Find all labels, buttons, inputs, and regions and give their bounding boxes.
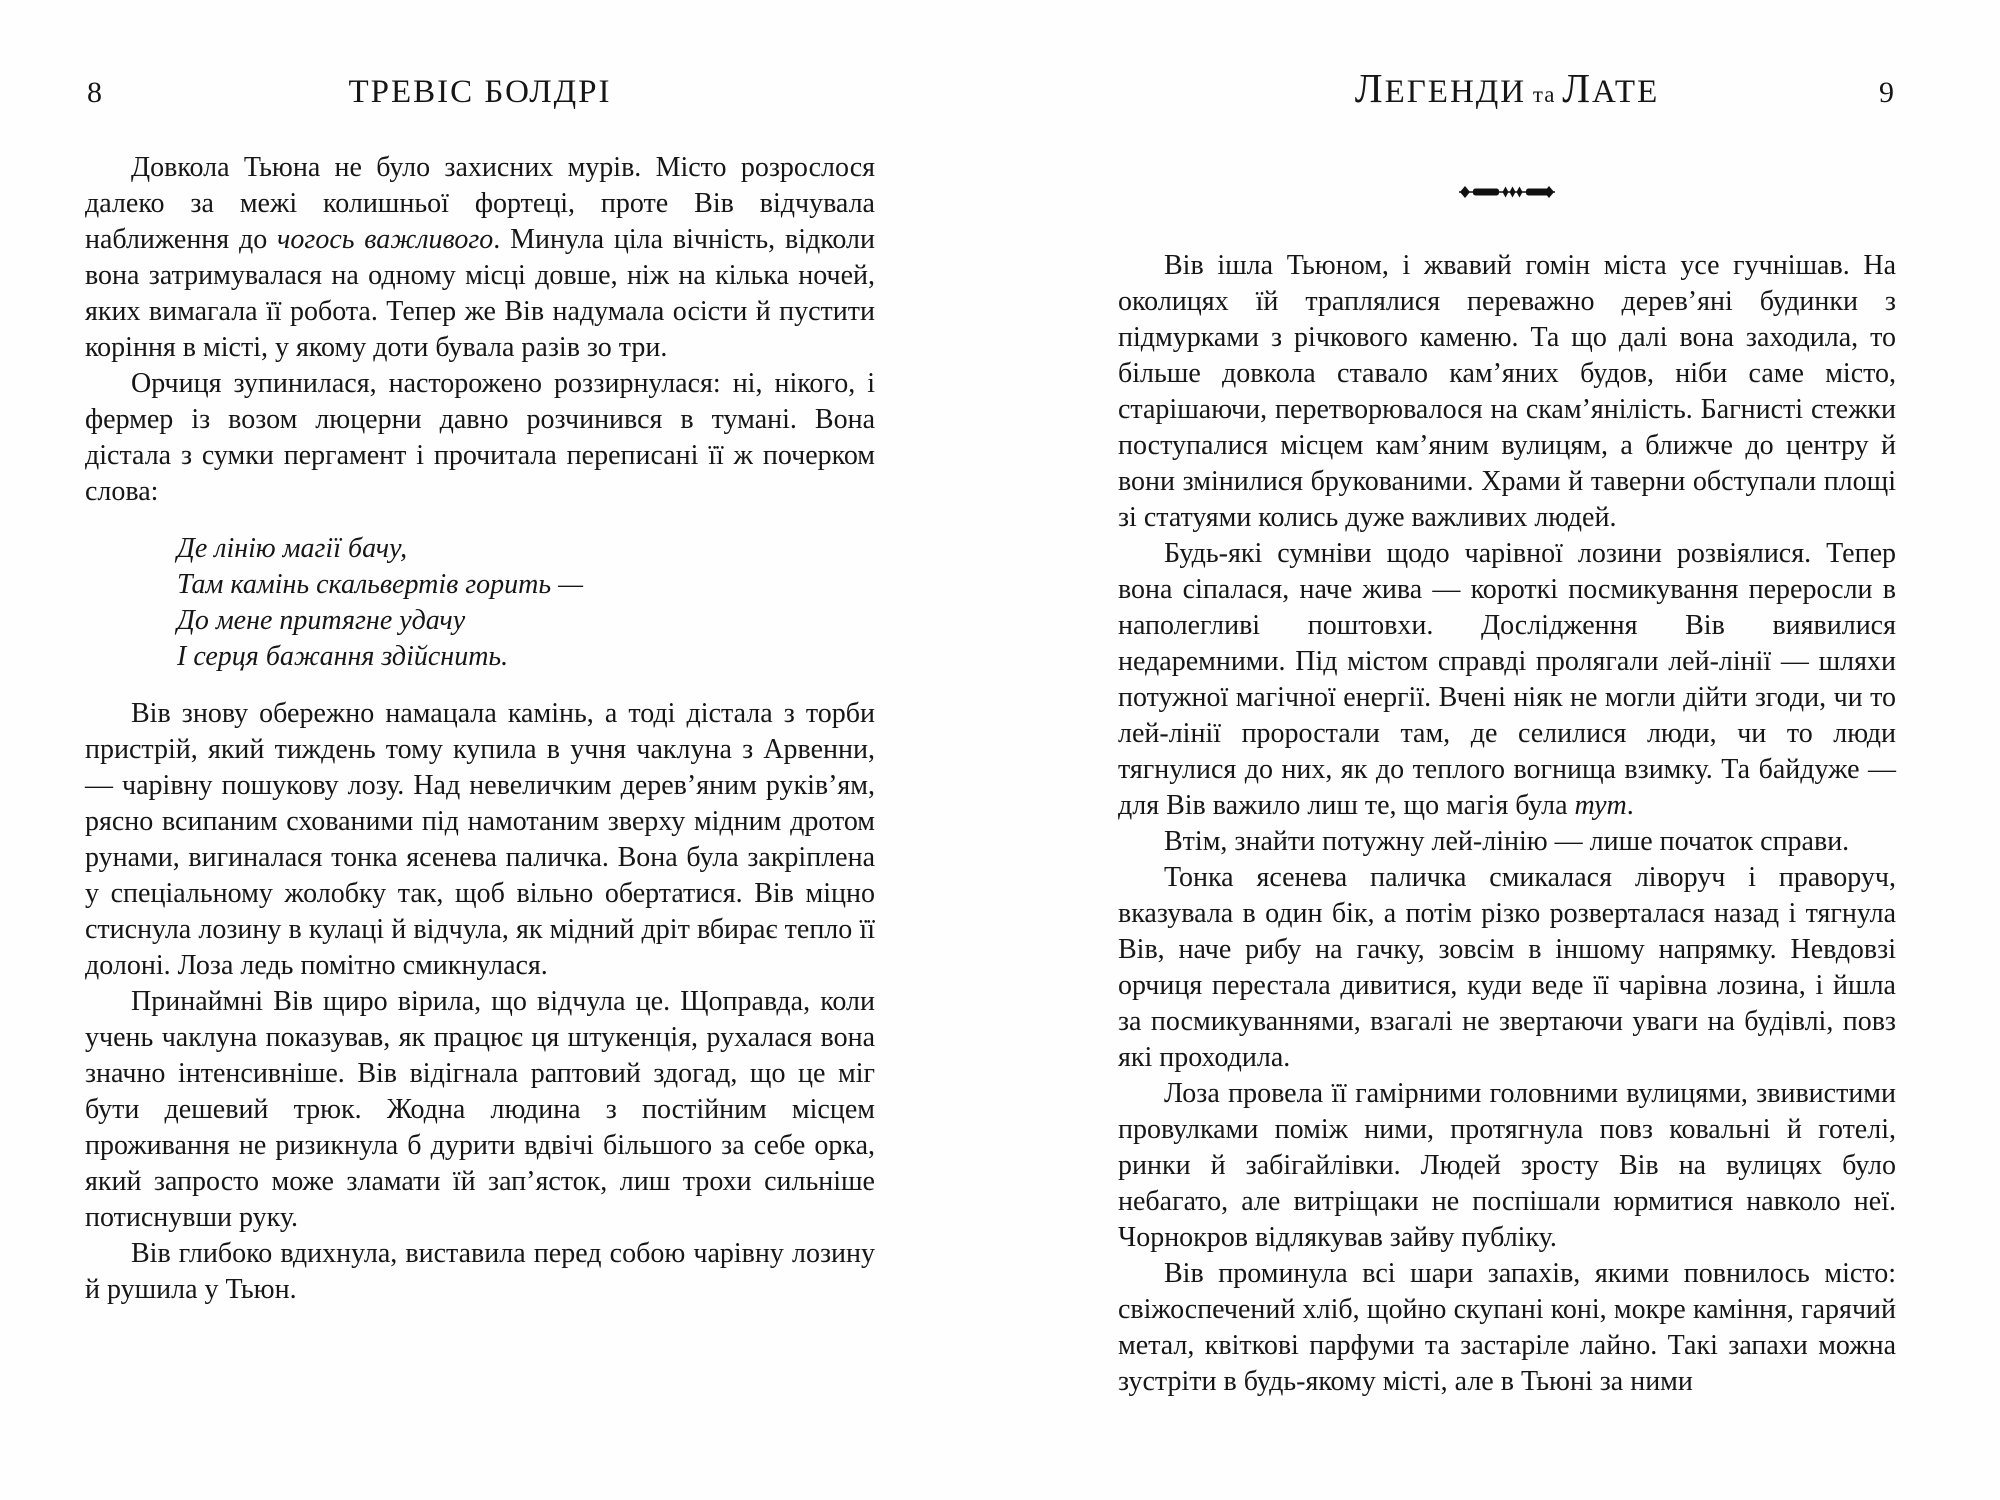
italic-phrase: тут (1574, 790, 1627, 821)
head-word: ЕГЕНДИ (1384, 74, 1527, 110)
left-page-body (85, 150, 875, 1308)
running-head-book-title (1118, 65, 1896, 115)
paragraph: Лоза провела її гамірними головними вулицями, звивистими провулками поміж ними, протягнула повз ковальні й готелі, ринки й забігайлівки. Людей зросту Вів на вулицях було небагато, але витріщаки не поспішали юрмитися навколо неї. Чорнокров відлякував зайву публіку. (1118, 1078, 1896, 1253)
page-left (85, 72, 875, 1308)
paragraph-text: Довкола Тьюна не було захисних мурів. Місто розрослося далеко за межі колишньої фортеці, проте Вів відчувала наближення до (85, 152, 875, 255)
running-head-author: ТРЕВІС БОЛДРІ (348, 74, 612, 110)
head-word: АТЕ (1592, 74, 1660, 110)
left-running-head-row (85, 72, 875, 112)
paragraph: Принаймні Вів щиро вірила, що відчула це. Щоправда, коли учень чаклуна показував, як працює ця штукенція, рухалася вона значно інтенсивніше. Вів відігнала раптовий здогад, що це міг бути дешевий трюк. Жодна людина з постійним місцем проживання не ризикнула б дурити вдвічі більшого за себе орка, який запросто може зламати їй зап’ясток, лиш трохи сильніше потиснувши руку. (85, 986, 875, 1233)
paragraph: Вів глибоко вдихнула, виставила перед собою чарівну лозину й рушила у Тьюн. (85, 1238, 875, 1305)
paragraph (85, 150, 875, 366)
verse-line: І серця бажання здійснить. (177, 641, 509, 672)
section-divider (1118, 184, 1896, 200)
right-page-body (1118, 248, 1896, 1400)
verse-quote (177, 531, 875, 675)
paragraph-text: . (1626, 790, 1634, 821)
paragraph: Тонка ясенева паличка смикалася ліворуч і праворуч, вказувала в один бік, а потім різко розверталася назад і тягнула Вів, наче рибу на гачку, зовсім в іншому напрямку. Невдовзі орчиця перестала дивитися, куди веде її чарівна лозина, і йшла за посмикуваннями, взагалі не звертаючи уваги на будівлі, повз які проходила. (1118, 862, 1896, 1073)
page-number-right: 9 (1879, 76, 1894, 109)
paragraph-text: . Минула ціла вічність, відколи вона затримувалася на одному місці довше, ніж на кілька ночей, яких вимагала її робота. Тепер же Вів надумала осісти й пустити коріння в місті, у якому доти бувала разів зо три. (85, 224, 875, 363)
page-right (1118, 65, 1896, 1400)
italic-phrase: чогось важливого (277, 224, 494, 255)
paragraph: Вів проминула всі шари запахів, якими повнилось місто: свіжоспечений хліб, щойно скупані коні, мокре каміння, гарячий метал, квіткові парфуми та застаріле лайно. Такі запахи можна зустріти в будь-якому місті, але в Тьюні за ними (1118, 1258, 1896, 1397)
verse-line: До мене притягне удачу (177, 605, 466, 636)
paragraph: Вів знову обережно намацала камінь, а тоді дістала з торби пристрій, який тиждень тому купила в учня чаклуна з Арвенни, — чарівну пошукову лозу. Над невеличким дерев’яним руків’ям, рясно всипаним схованими під намотаним зверху мідним дротом рунами, вигиналася тонка ясенева паличка. Вона була закріплена у спеціальному жолобку так, щоб вільно обертатися. Вів міцно стиснула лозину в кулаці й відчула, як мідний дріт вбирає тепло її долоні. Лоза ледь помітно смикнулася. (85, 698, 875, 981)
verse-line: Де лінію магії бачу, (177, 533, 408, 564)
head-conjunction: та (1526, 82, 1563, 107)
paragraph-text: Будь-які сумніви щодо чарівної лозини розвіялися. Тепер вона сіпалася, наче жива — короткі посмикування переросли в наполегливі поштовхи. Дослідження Вів виявилися недаремними. Під містом справді пролягали лей-лінії — шляхи потужної магічної енергії. Вчені ніяк не могли дійти згоди, чи то лей-лінії проростали там, де селилися люди, чи то люди тягнулися до них, як до теплого вогнища взимку. Та байдуже — для Вів важило лиш те, що магія була (1118, 538, 1896, 821)
head-initial: Л (1354, 65, 1385, 111)
right-running-head-row (1118, 65, 1896, 112)
page-number-left: 8 (87, 76, 102, 109)
paragraph: Вів ішла Тьюном, і жвавий гомін міста усе гучнішав. На околицях їй траплялися переважно дерев’яні будинки з підмурками з річкового каменю. Та що далі вона заходила, то більше довкола ставало кам’яних будов, ніби саме місто, старішаючи, перетворювалося на скам’янілість. Багнисті стежки поступалися місцем кам’яним вулицям, а ближче до центру й вони змінилися брукованими. Храми й таверни обступали площі зі статуями колись дуже важливих людей. (1118, 250, 1896, 533)
paragraph: Втім, знайти потужну лей-лінію — лише початок справи. (1164, 826, 1850, 857)
divider-ornament-icon (1459, 184, 1555, 200)
paragraph: Орчиця зупинилася, насторожено роззирнулася: ні, нікого, і фермер із возом люцерни давно розчинився в тумані. Вона дістала з сумки пергамент і прочитала переписані її ж почерком слова: (85, 368, 875, 507)
head-initial: Л (1562, 65, 1592, 111)
paragraph (1118, 536, 1896, 824)
verse-line: Там камінь скальвертів горить — (177, 569, 584, 600)
